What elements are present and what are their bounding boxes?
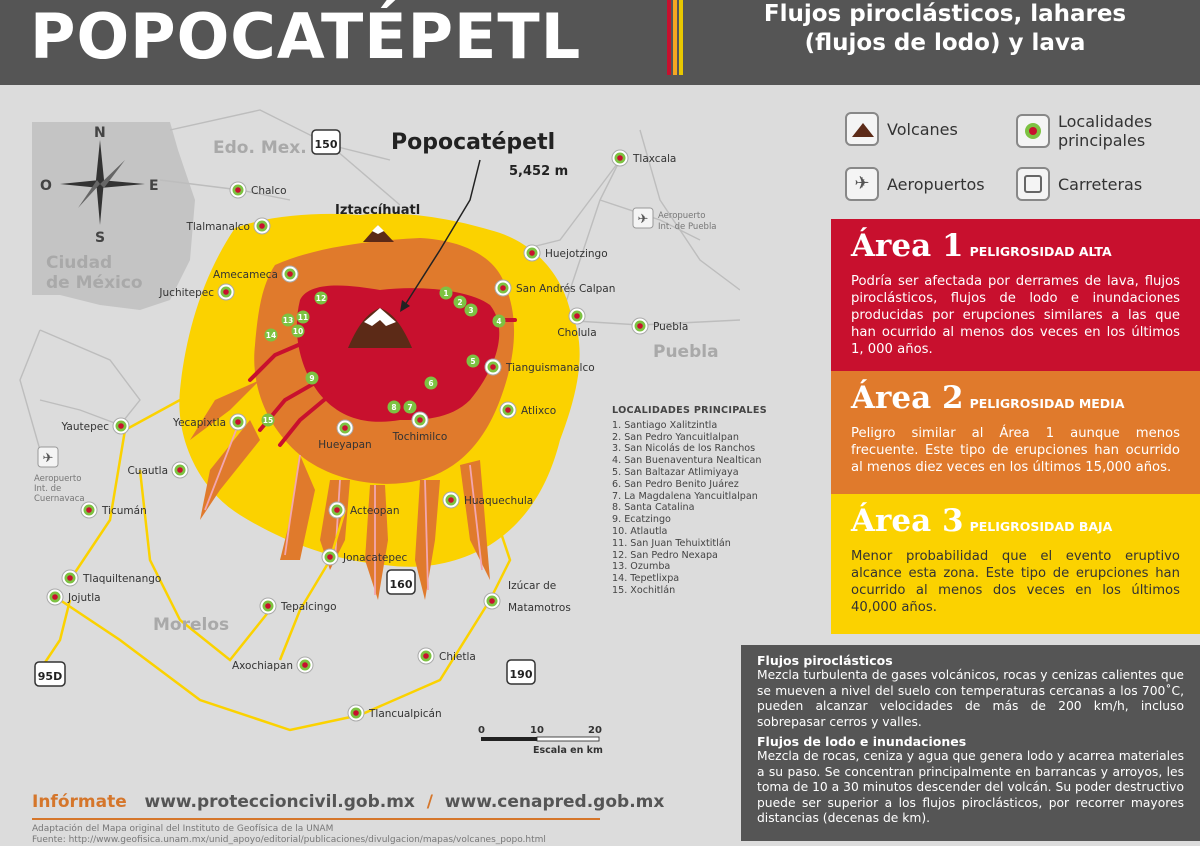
area-1-title: Área 1 xyxy=(851,228,964,264)
svg-text:190: 190 xyxy=(509,668,533,681)
numbered-point-label: 1 xyxy=(443,289,449,298)
numbered-point-label: 3 xyxy=(468,306,474,315)
airplane-icon: ✈ xyxy=(845,167,879,201)
locality-marker-dot xyxy=(327,554,333,560)
numbered-point-label: 5 xyxy=(470,357,476,366)
footer-source-line-2: Fuente: http://www.geofisica.unam.mx/unid_apoyo/editorial/publicaciones/divulgacion/mapas/volcanes_popo.html xyxy=(32,835,546,845)
info-box xyxy=(741,645,1200,841)
locality-marker-dot xyxy=(353,710,359,716)
locality-label: Huejotzingo xyxy=(545,248,608,260)
svg-text:Aeropuerto: Aeropuerto xyxy=(34,474,82,484)
highway-95d-shield xyxy=(35,662,65,686)
locality-label: Acteopan xyxy=(350,505,400,517)
numbered-point-label: 15 xyxy=(262,416,274,425)
numbered-point-label: 7 xyxy=(407,403,413,412)
region-edo-mex: Edo. Mex. xyxy=(213,138,307,158)
footer-separator: / xyxy=(426,792,433,812)
localities-list xyxy=(612,405,767,597)
locality-label: Atlixco xyxy=(521,405,557,417)
locality-label: Ticumán xyxy=(102,505,147,517)
legend-aeropuertos-label: Aeropuertos xyxy=(887,174,985,194)
info-heading-flujos: Flujos piroclásticos xyxy=(757,653,893,668)
locality-label: Hueyapan xyxy=(318,439,372,451)
svg-text:Int. de Puebla: Int. de Puebla xyxy=(658,222,717,232)
info-text-lodo: Mezcla de rocas, ceniza y agua que genera lodo y acarrea materiales a su paso. Se concentran principalmente en barrancas y arroyos, les toma de 10 a 30 minutos descender del volcán. Su poder destructivo puede ser superior a los flujos piroclásticos, por recorrer mayores distancias (decenas de km). xyxy=(757,749,1184,825)
locality-label: Chalco xyxy=(251,185,287,197)
numbered-point-label: 6 xyxy=(428,379,434,388)
svg-text:Cuernavaca: Cuernavaca xyxy=(34,494,85,504)
header-stripes xyxy=(667,0,685,75)
area-1-box xyxy=(831,219,1200,371)
locality-marker-dot xyxy=(505,407,511,413)
locality-label: Tlaxcala xyxy=(633,153,677,165)
highway-190-shield xyxy=(507,660,535,684)
svg-text:Int. de: Int. de xyxy=(34,484,62,494)
area-3-title: Área 3 xyxy=(851,503,964,539)
locality-marker-dot xyxy=(177,467,183,473)
locality-list-item: 1. Santiago Xalitzintla xyxy=(612,419,718,431)
locality-marker-dot xyxy=(500,285,506,291)
locality-marker-dot xyxy=(617,155,623,161)
footer-divider xyxy=(32,818,600,820)
region-morelos: Morelos xyxy=(153,615,230,635)
page-title: POPOCATÉPETL xyxy=(30,0,582,73)
area-2-title: Área 2 xyxy=(851,380,964,416)
locality-label: Cholula xyxy=(557,327,597,339)
locality-marker-dot xyxy=(235,187,241,193)
locality-label: Tlaquiltenango xyxy=(83,573,162,585)
popocatepetl-label: Popocatépetl xyxy=(391,130,556,155)
numbered-point-label: 2 xyxy=(457,298,463,307)
area-3-text: Menor probabilidad que el evento eruptivo alcance esta zona. Este tipo de erupciones han ocurrido al menos dos veces en los últimos 40,000 años. xyxy=(851,549,1180,615)
legend-localidades xyxy=(1016,112,1152,150)
locality-marker-dot xyxy=(448,497,454,503)
link-proteccioncivil[interactable]: www.proteccioncivil.gob.mx xyxy=(144,792,415,812)
area-1-text: Podría ser afectada por derrames de lava, flujos piroclásticos, flujos de lodo e inundaciones producidas por erupciones similares a las que han ocurrido al menos dos veces en los últimos 1, 000 años. xyxy=(851,274,1180,357)
locality-marker-icon xyxy=(1016,114,1050,148)
compass-o: O xyxy=(40,178,52,194)
locality-label: San Andrés Calpan xyxy=(516,283,616,295)
locality-list-item: 9. Ecatzingo xyxy=(612,514,671,526)
area-3-heading xyxy=(851,504,1180,544)
numbered-point-label: 4 xyxy=(496,317,502,326)
area-2-heading xyxy=(851,381,1180,421)
legend-localidades-line-1: Localidades xyxy=(1058,112,1153,131)
locality-list-item: 2. San Pedro Yancuitlalpan xyxy=(612,431,739,443)
locality-marker-dot xyxy=(423,653,429,659)
footer-informate: Infórmate xyxy=(32,792,127,812)
locality-label: Puebla xyxy=(653,321,689,333)
locality-list-item: 11. San Juan Tehuixtitlán xyxy=(612,537,731,549)
locality-marker-dot xyxy=(259,223,265,229)
info-text-flujos: Mezcla turbulenta de gases volcánicos, rocas y cenizas calientes que se mueven a nivel del suelo con temperaturas cercanas a los 700˚C, pueden alcanzar velocidades de más de 200 km/h, incluso sobrepasar cerros y valles. xyxy=(757,668,1184,729)
locality-marker-dot xyxy=(490,364,496,370)
locality-marker-dot xyxy=(334,507,340,513)
info-heading-lodo: Flujos de lodo e inundaciones xyxy=(757,734,967,749)
locality-marker-dot xyxy=(637,323,643,329)
region-puebla: Puebla xyxy=(653,342,719,362)
legend-carreteras xyxy=(1016,167,1142,201)
highway-150-shield xyxy=(312,130,340,154)
airplane-icon-cuernavaca xyxy=(34,447,85,504)
numbered-point-label: 8 xyxy=(391,403,397,412)
subtitle-line-2: (flujos de lodo) y lava xyxy=(804,30,1086,56)
locality-label: Tlalmanalco xyxy=(186,221,250,233)
locality-list-item: 4. San Buenaventura Nealtican xyxy=(612,455,762,467)
locality-list-item: 3. San Nicolás de los Ranchos xyxy=(612,443,756,455)
locality-label: Jonacatepec xyxy=(343,552,408,564)
svg-text:✈: ✈ xyxy=(637,212,649,227)
locality-label: Matamotros xyxy=(508,602,571,614)
area-3-box xyxy=(831,494,1200,634)
popocatepetl-height: 5,452 m xyxy=(509,164,569,179)
legend-volcanes xyxy=(845,112,958,146)
footer-links xyxy=(32,792,664,812)
locality-marker-dot xyxy=(287,271,293,277)
svg-text:Escala en km: Escala en km xyxy=(533,745,603,756)
svg-text:160: 160 xyxy=(389,578,413,591)
header-bar xyxy=(0,0,1200,85)
locality-label: Izúcar de xyxy=(508,580,557,592)
numbered-point-label: 13 xyxy=(282,316,294,325)
numbered-point-label: 9 xyxy=(309,374,315,383)
svg-text:95D: 95D xyxy=(37,670,63,683)
svg-text:0: 0 xyxy=(478,725,485,736)
numbered-point-label: 10 xyxy=(292,327,304,336)
footer-source xyxy=(32,824,546,846)
locality-label: Tianguismanalco xyxy=(506,362,595,374)
locality-marker-dot xyxy=(118,423,124,429)
footer-source-line-1: Adaptación del Mapa original del Instituto de Geofísica de la UNAM xyxy=(32,824,334,834)
iztaccihuatl-label: Iztaccíhuatl xyxy=(335,203,421,218)
svg-text:10: 10 xyxy=(530,725,544,736)
locality-marker-dot xyxy=(574,313,580,319)
locality-label: Tlancualpicán xyxy=(369,708,442,720)
airplane-icon-puebla xyxy=(633,208,717,232)
locality-label: Tochimilco xyxy=(392,431,448,443)
compass-n: N xyxy=(94,125,106,141)
area-2-tag: PELIGROSIDAD MEDIA xyxy=(969,396,1125,411)
locality-marker-dot xyxy=(67,575,73,581)
locality-label: Chietla xyxy=(439,651,476,663)
locality-list-item: 13. Ozumba xyxy=(612,561,671,573)
legend-carreteras-label: Carreteras xyxy=(1058,174,1143,194)
volcano-icon xyxy=(845,112,879,146)
area-3-tag: PELIGROSIDAD BAJA xyxy=(969,519,1113,534)
locality-marker-dot xyxy=(417,417,423,423)
subtitle-line-1: Flujos piroclásticos, lahares xyxy=(763,1,1127,27)
svg-text:✈: ✈ xyxy=(42,451,54,466)
area-1-tag: PELIGROSIDAD ALTA xyxy=(969,244,1112,259)
region-cdmx-2: de México xyxy=(46,273,143,293)
locality-label: Axochiapan xyxy=(231,660,293,672)
locality-list-item: 15. Xochitlán xyxy=(612,584,676,596)
locality-marker-dot xyxy=(342,425,348,431)
locality-list-item: 8. Santa Catalina xyxy=(612,502,695,514)
area-1-heading xyxy=(851,229,1180,269)
localities-list-title: LOCALIDADES PRINCIPALES xyxy=(612,405,767,416)
locality-list-item: 14. Tepetlixpa xyxy=(612,573,680,585)
locality-list-item: 10. Atlautla xyxy=(612,525,668,537)
svg-text:Aeropuerto: Aeropuerto xyxy=(658,211,706,221)
link-cenapred[interactable]: www.cenapred.gob.mx xyxy=(444,792,665,812)
locality-list-item: 12. San Pedro Nexapa xyxy=(612,549,718,561)
locality-label: Huaquechula xyxy=(464,495,534,507)
locality-list-item: 6. San Pedro Benito Juárez xyxy=(612,478,739,490)
localities-list-items xyxy=(612,420,767,597)
numbered-point-label: 11 xyxy=(297,313,309,322)
locality-marker-dot xyxy=(223,289,229,295)
locality-label: Juchitepec xyxy=(159,287,214,299)
locality-marker-dot xyxy=(52,594,58,600)
numbered-point-label: 14 xyxy=(265,331,277,340)
locality-marker-dot xyxy=(529,250,535,256)
locality-marker-dot xyxy=(265,603,271,609)
locality-marker-dot xyxy=(489,598,495,604)
locality-marker-dot xyxy=(235,419,241,425)
locality-list-item: 7. La Magdalena Yancuitlalpan xyxy=(612,490,758,502)
locality-marker-dot xyxy=(302,662,308,668)
svg-text:20: 20 xyxy=(588,725,602,736)
locality-label: Tepalcingo xyxy=(281,601,337,613)
numbered-point-label: 12 xyxy=(315,294,327,303)
highway-160-shield xyxy=(387,570,415,594)
area-2-text: Peligro similar al Área 1 aunque menos frecuente. Este tipo de erupciones han ocurrido al menos diez veces en los últimos 15,000 años. xyxy=(851,426,1180,475)
page-subtitle xyxy=(700,0,1190,58)
locality-label: Cuautla xyxy=(127,465,168,477)
legend-volcanes-label: Volcanes xyxy=(887,119,958,139)
svg-text:150: 150 xyxy=(314,138,338,151)
locality-label: Yautepec xyxy=(61,421,109,433)
locality-list-item: 5. San Baltazar Atlimiyaya xyxy=(612,466,739,478)
compass-e: E xyxy=(149,178,159,194)
region-cdmx-1: Ciudad xyxy=(46,253,113,273)
locality-label: Jojutla xyxy=(68,592,101,604)
area-2-box xyxy=(831,371,1200,494)
highway-shield-icon xyxy=(1016,167,1050,201)
legend-aeropuertos xyxy=(845,167,985,201)
locality-label: Amecameca xyxy=(213,269,278,281)
compass-s: S xyxy=(95,230,106,246)
scale-bar xyxy=(478,725,603,756)
locality-marker-dot xyxy=(86,507,92,513)
locality-label: Yecapixtla xyxy=(173,417,226,429)
legend-localidades-line-2: principales xyxy=(1058,131,1146,150)
